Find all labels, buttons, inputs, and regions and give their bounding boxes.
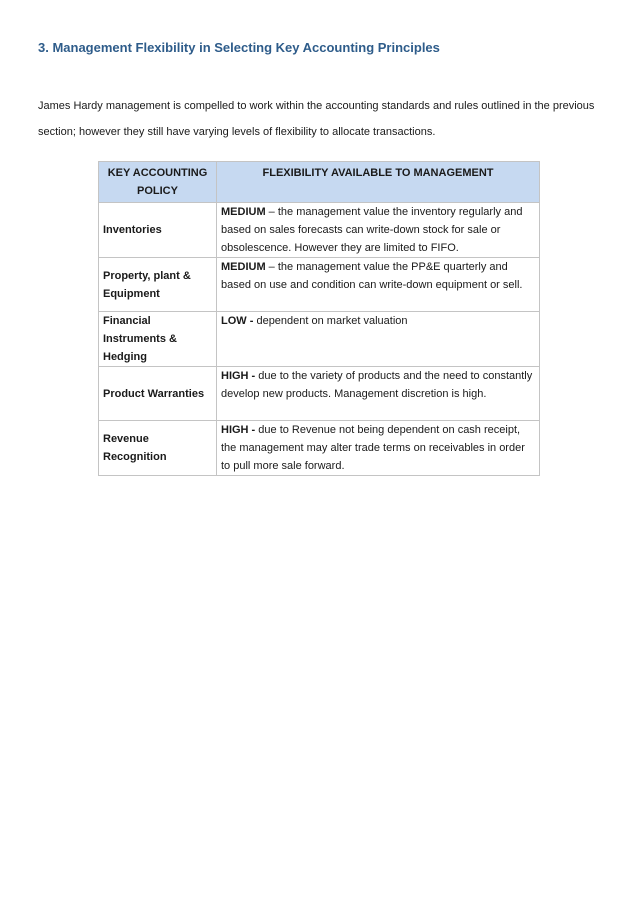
table-header-row xyxy=(99,162,540,203)
policy-cell: Product Warranties xyxy=(99,367,217,421)
flexibility-level: MEDIUM xyxy=(221,206,266,218)
flexibility-cell xyxy=(217,203,540,258)
flexibility-description: the management value the inventory regularly and based on sales forecasts can write-down stock for sale or obsolescence. However they are limited to FIFO. xyxy=(221,206,523,254)
flexibility-separator: – xyxy=(265,206,278,218)
flexibility-description: due to the variety of products and the need to constantly develop new products. Management discretion is high. xyxy=(221,370,533,400)
header-flexibility: FLEXIBILITY AVAILABLE TO MANAGEMENT xyxy=(217,162,540,203)
flexibility-level: LOW - xyxy=(221,315,254,327)
flexibility-description: due to Revenue not being dependent on cash receipt, the management may alter trade terms on receivables in order to pull more sale forward. xyxy=(221,424,525,472)
policy-cell: Financial Instruments & Hedging xyxy=(99,312,217,367)
flexibility-cell xyxy=(217,367,540,421)
table-row xyxy=(99,203,540,258)
table-row xyxy=(99,258,540,312)
accounting-policy-table xyxy=(98,161,540,476)
header-key-accounting-policy: KEY ACCOUNTING POLICY xyxy=(99,162,217,203)
flexibility-cell xyxy=(217,421,540,476)
flexibility-cell xyxy=(217,258,540,312)
policy-cell: Inventories xyxy=(99,203,217,258)
policy-cell: Property, plant & Equipment xyxy=(99,258,217,312)
flexibility-level: HIGH - xyxy=(221,424,256,436)
flexibility-description: dependent on market valuation xyxy=(256,315,408,327)
flexibility-description: the management value the PP&E quarterly and based on use and condition can write-down equipment or sell. xyxy=(221,261,523,291)
table-row xyxy=(99,312,540,367)
table-row xyxy=(99,421,540,476)
flexibility-separator: – xyxy=(265,261,278,273)
section-heading: 3. Management Flexibility in Selecting Key Accounting Principles xyxy=(38,40,440,55)
flexibility-level: HIGH - xyxy=(221,370,256,382)
table-row xyxy=(99,367,540,421)
flexibility-cell xyxy=(217,312,540,367)
policy-cell: Revenue Recognition xyxy=(99,421,217,476)
intro-paragraph: James Hardy management is compelled to work within the accounting standards and rules outlined in the previous section; however they still have varying levels of flexibility to allocate transactions. xyxy=(38,100,595,138)
flexibility-level: MEDIUM xyxy=(221,261,266,273)
